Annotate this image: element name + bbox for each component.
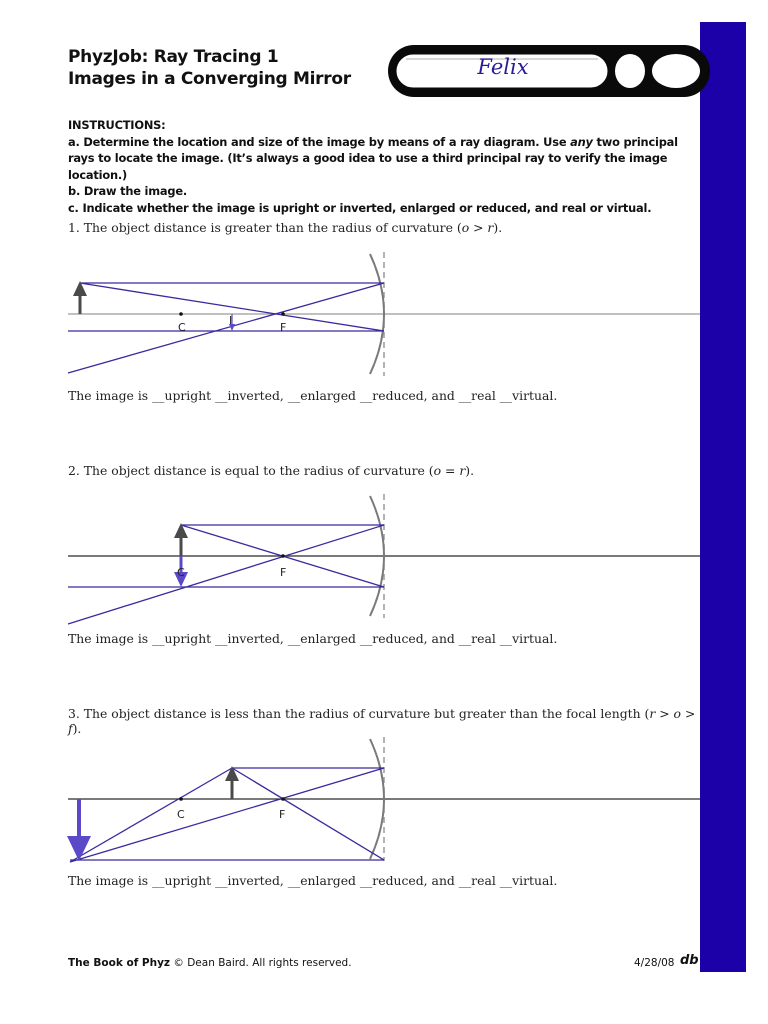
- answer-line-3: The image is __upright __inverted, __enlarged __reduced, and __real __virtual.: [68, 873, 558, 888]
- ray-diagram-1: [0, 240, 700, 380]
- ray-reflected-focal: [70, 768, 384, 862]
- ray-through-focus: [232, 768, 384, 860]
- footer-date: 4/28/08: [634, 957, 675, 969]
- side-bar: [700, 22, 746, 972]
- focus-point: [281, 797, 285, 801]
- focus-label: F: [280, 566, 287, 579]
- question-3: 3. The object distance is less than the radius of curvature but greater than the focal length (r > o > f).: [68, 706, 696, 736]
- instructions: [68, 117, 703, 216]
- answer-line-2: The image is __upright __inverted, __enlarged __reduced, and __real __virtual.: [68, 631, 558, 646]
- question-1: 1. The object distance is greater than the radius of curvature (o > r).: [68, 220, 503, 235]
- question-2: 2. The object distance is equal to the radius of curvature (o = r).: [68, 463, 475, 478]
- title-line-2: Images in a Converging Mirror: [68, 69, 351, 89]
- center-label: C: [177, 566, 185, 579]
- instructions-heading: INSTRUCTIONS:: [68, 118, 166, 132]
- focus-label: F: [279, 808, 286, 821]
- image-label: I: [229, 314, 233, 327]
- ray-reflected-focal: [68, 525, 384, 624]
- student-name: Felix: [477, 55, 529, 79]
- title-line-1: PhyzJob: Ray Tracing 1: [68, 47, 279, 67]
- ray-from-image: [70, 768, 232, 862]
- footer-logo: db: [680, 953, 699, 968]
- focus-point: [281, 312, 285, 316]
- ray-reflected-focal: [68, 283, 384, 373]
- instruction-c: c. Indicate whether the image is upright or inverted, enlarged or reduced, and real or virtual.: [68, 200, 652, 215]
- answer-line-1: The image is __upright __inverted, __enlarged __reduced, and __real __virtual.: [68, 388, 558, 403]
- center-point: [179, 797, 183, 801]
- instruction-a: a. Determine the location and size of the image by means of a ray diagram. Use any two principal rays to locate the image. (It’s always a good idea to use a third principal ray to verify the image location.): [68, 134, 678, 182]
- footer-copyright: The Book of Phyz © Dean Baird. All rights reserved.: [68, 957, 352, 969]
- page-title: [68, 46, 351, 90]
- focus-label: F: [280, 321, 287, 334]
- focus-point: [281, 554, 285, 558]
- center-label: C: [178, 321, 186, 334]
- ray-diagram-3: [0, 730, 700, 870]
- center-point: [179, 312, 183, 316]
- ray-diagram-2: [0, 490, 700, 630]
- instruction-b: b. Draw the image.: [68, 184, 188, 198]
- center-label: C: [177, 808, 185, 821]
